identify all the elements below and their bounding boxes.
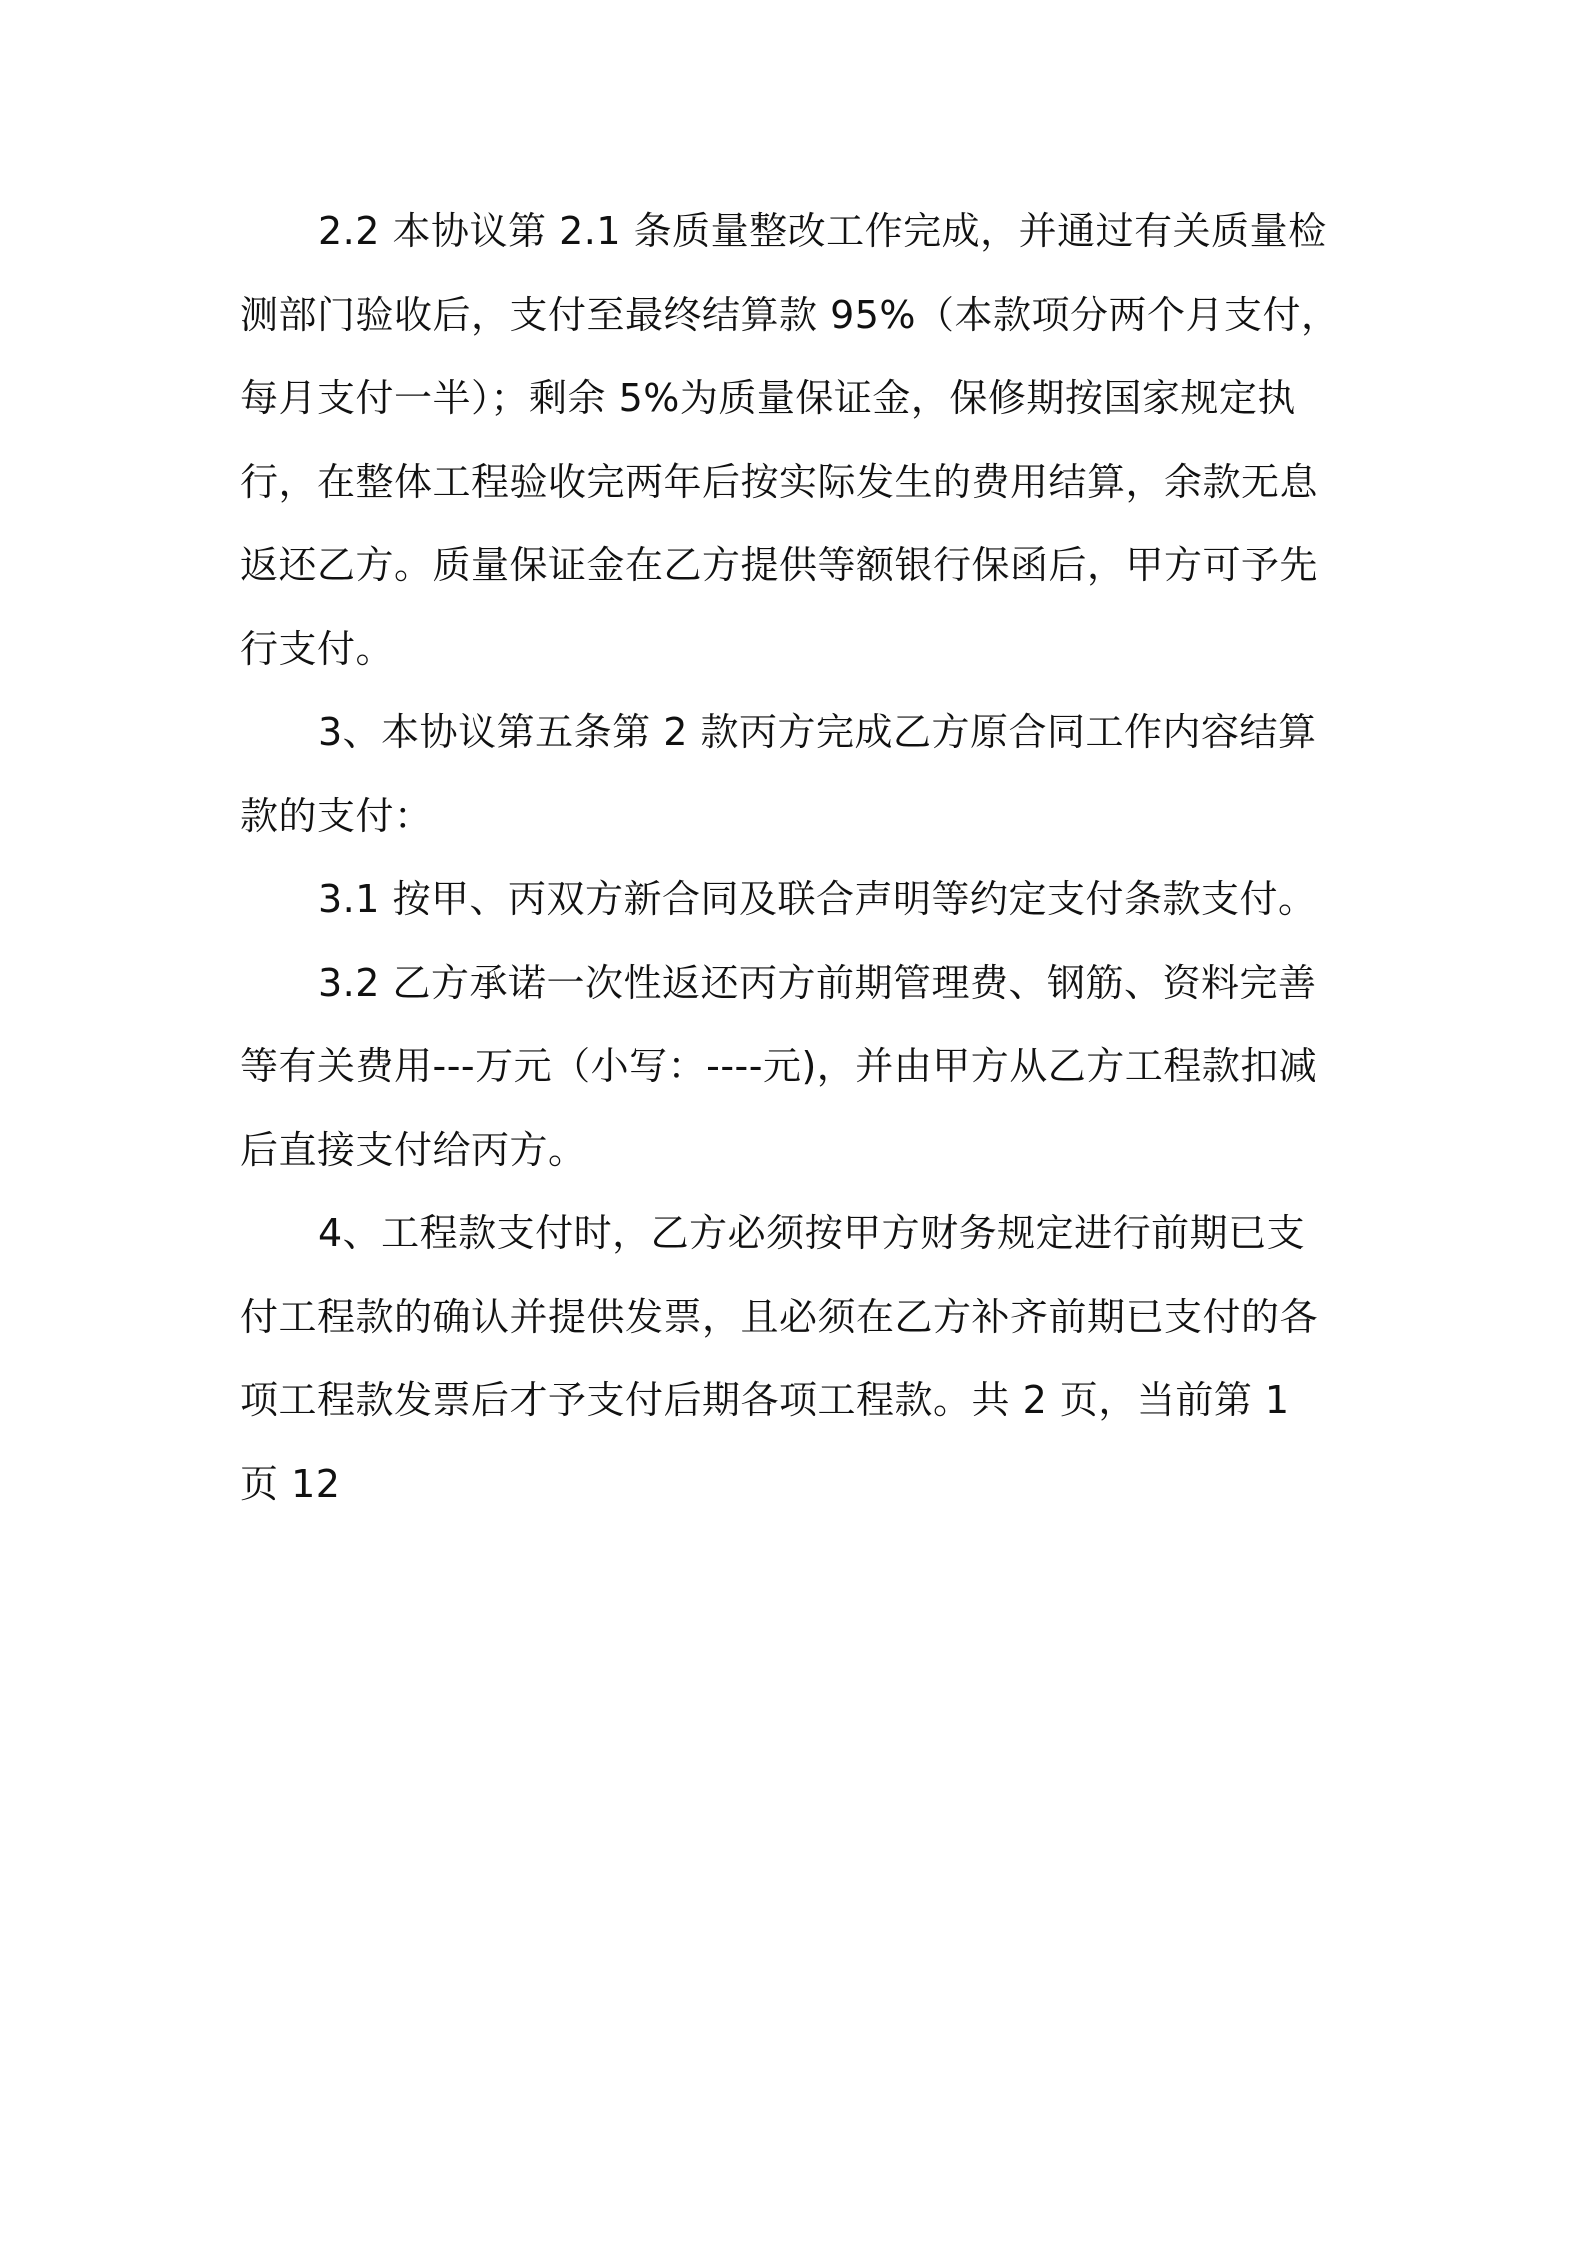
- text-line: 付工程款的确认并提供发票，且必须在乙方补齐前期已支付的各: [240, 1294, 1319, 1339]
- paragraph-2-2: [240, 190, 1355, 691]
- paragraph-3-1: [240, 858, 1355, 942]
- text-line: 3.1 按甲、丙双方新合同及联合声明等约定支付条款支付。: [318, 877, 1317, 921]
- text-line: 页 12: [240, 1461, 341, 1506]
- text-line: 后直接支付给丙方。: [240, 1127, 587, 1172]
- text-line: 款的支付：: [240, 793, 433, 838]
- paragraph-4: [240, 1192, 1355, 1526]
- paragraph-3: [240, 691, 1355, 858]
- text-line: 3、本协议第五条第 2 款丙方完成乙方原合同工作内容结算: [318, 710, 1317, 754]
- text-line: 等有关费用---万元（小写：----元)，并由甲方从乙方工程款扣减: [240, 1044, 1318, 1088]
- text-line: 每月支付一半）；剩余 5%为质量保证金，保修期按国家规定执: [240, 376, 1296, 420]
- text-line: 测部门验收后，支付至最终结算款 95%（本款项分两个月支付，: [240, 292, 1340, 337]
- text-line: 项工程款发票后才予支付后期各项工程款。共 2 页，当前第 1: [240, 1378, 1290, 1422]
- text-line: 行支付。: [240, 626, 395, 671]
- text-line: 2.2 本协议第 2.1 条质量整改工作完成，并通过有关质量检: [318, 209, 1327, 253]
- text-line: 行，在整体工程验收完两年后按实际发生的费用结算，余款无息: [240, 459, 1319, 504]
- paragraph-3-2: [240, 942, 1355, 1193]
- text-line: 3.2 乙方承诺一次性返还丙方前期管理费、钢筋、资料完善: [318, 960, 1317, 1005]
- document-body: [240, 190, 1355, 1526]
- text-line: 4、工程款支付时，乙方必须按甲方财务规定进行前期已支: [318, 1211, 1306, 1255]
- text-line: 返还乙方。质量保证金在乙方提供等额银行保函后，甲方可予先: [240, 543, 1319, 587]
